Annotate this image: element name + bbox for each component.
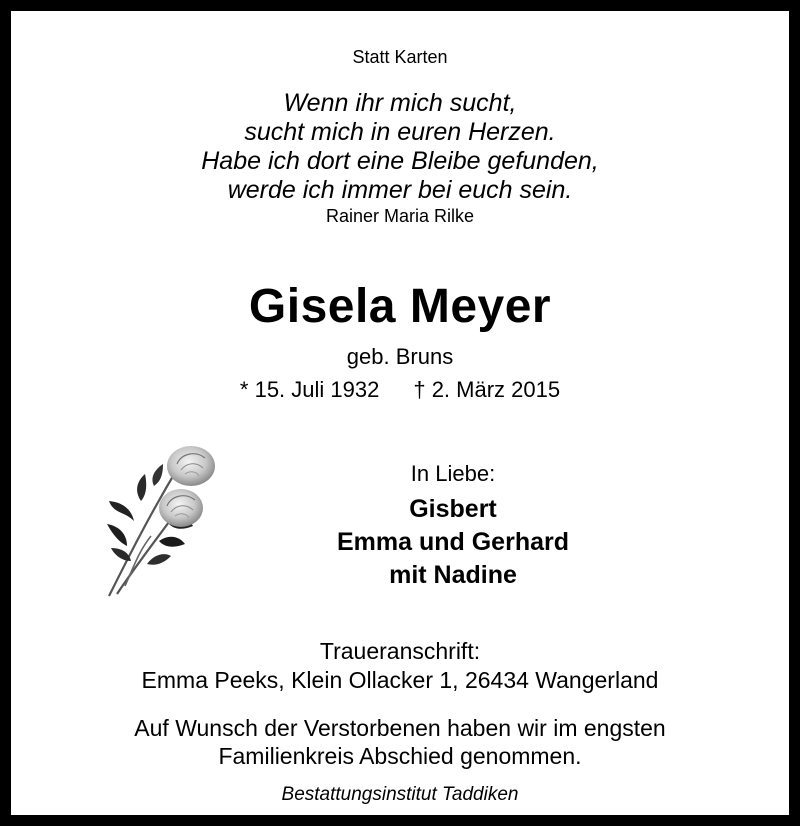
death-date: † 2. März 2015 — [413, 377, 561, 402]
address-label: Traueranschrift: — [319, 638, 481, 664]
birth-date: * 15. Juli 1932 — [239, 377, 380, 402]
poem-line: sucht mich in euren Herzen. — [244, 118, 556, 146]
poem-line: werde ich immer bei euch sein. — [227, 176, 573, 204]
poem-line: Wenn ihr mich sucht, — [283, 89, 517, 117]
family-member: Emma und Gerhard — [337, 528, 569, 556]
deceased-name: Gisela Meyer — [248, 280, 552, 333]
poem-line: Habe ich dort eine Bleibe gefunden, — [201, 147, 599, 175]
poem — [11, 89, 789, 205]
life-dates — [11, 377, 789, 403]
wish-line: Auf Wunsch der Verstorbenen haben wir im engsten — [134, 715, 666, 741]
family-member: Gisbert — [409, 495, 497, 523]
address: Emma Peeks, Klein Ollacker 1, 26434 Wangerland — [141, 667, 659, 693]
poem-author: Rainer Maria Rilke — [325, 206, 475, 226]
wish-line: Familienkreis Abschied genommen. — [218, 743, 582, 769]
love-label: In Liebe: — [410, 461, 496, 486]
wish-text — [11, 714, 789, 770]
roses-icon — [99, 436, 229, 601]
maiden-name: geb. Bruns — [346, 344, 454, 369]
header-text: Statt Karten — [352, 47, 448, 67]
family-list — [301, 493, 605, 592]
family-member: mit Nadine — [389, 561, 517, 589]
undertaker: Bestattungsinstitut Taddiken — [281, 784, 519, 805]
